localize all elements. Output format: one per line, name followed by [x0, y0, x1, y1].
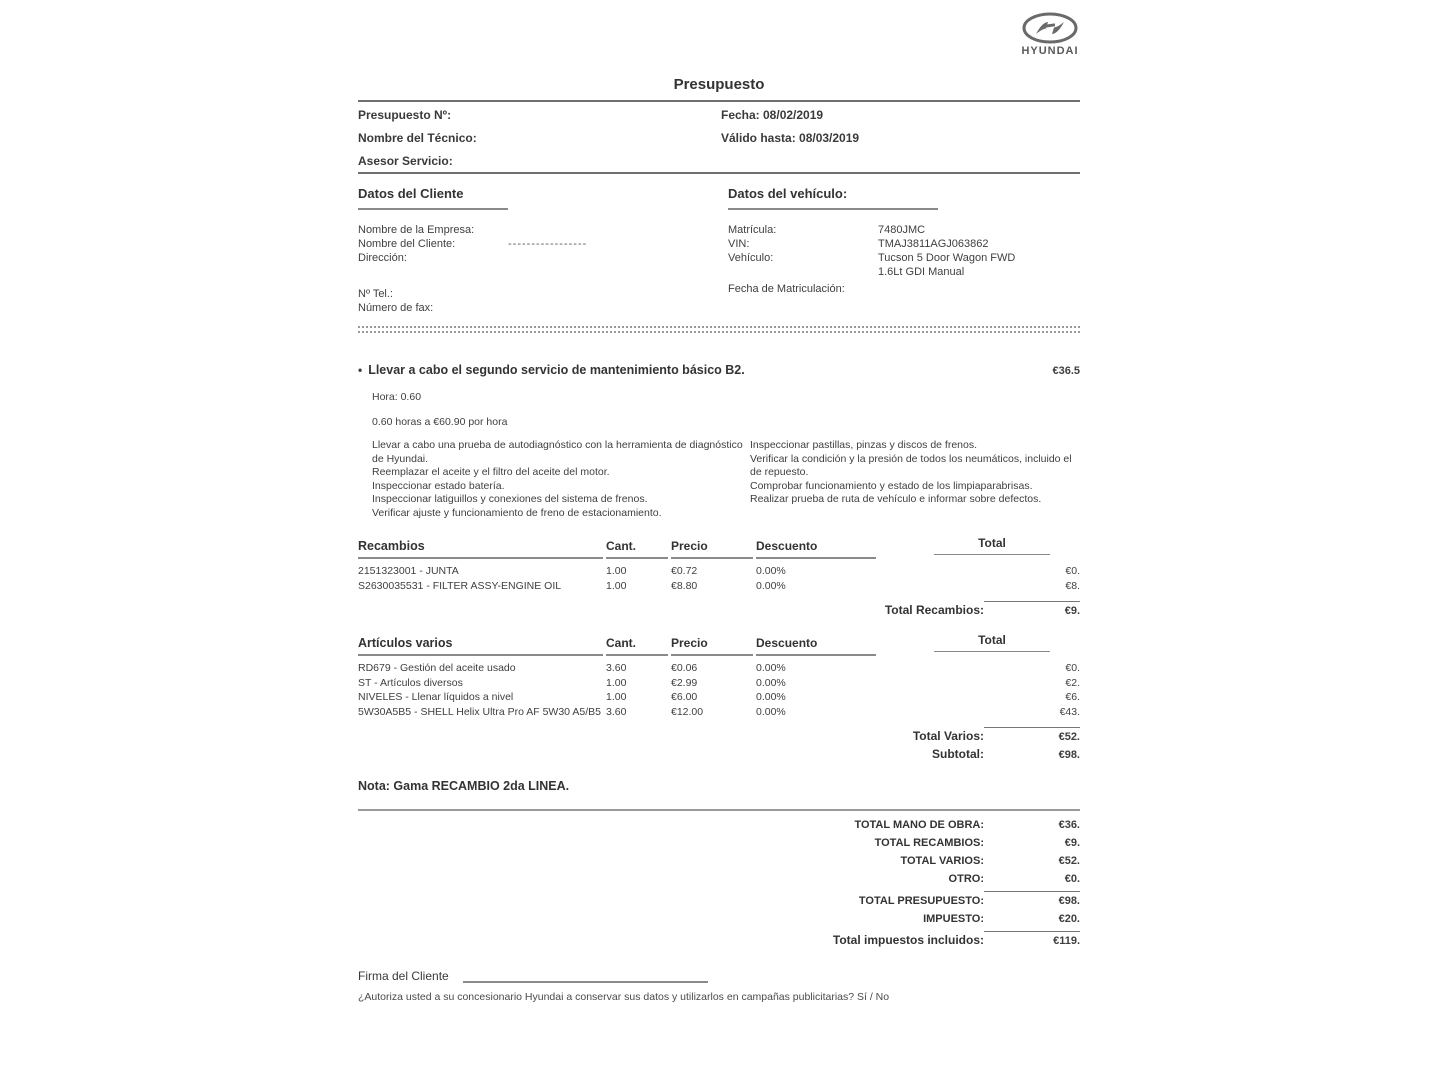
item-qty: 3.60 [606, 662, 627, 674]
price-column-header: Precio [671, 636, 753, 656]
client-name-label: Nombre del Cliente: [358, 238, 456, 250]
quote-header [358, 102, 1080, 172]
total-misc-value: €52. [1058, 855, 1080, 867]
total-misc-label: TOTAL VARIOS: [900, 855, 984, 867]
qty-column-header: Cant. [606, 636, 668, 656]
model-value-line2: 1.6Lt GDI Manual [878, 266, 965, 278]
table-row [358, 691, 1080, 704]
task-item: Inspeccionar pastillas, pinzas y discos de frenos. [750, 439, 978, 451]
item-total: €6. [1065, 691, 1080, 703]
part-total: €8. [1065, 579, 1080, 592]
discount-column-header: Descuento [756, 636, 876, 656]
service-title: Llevar a cabo el segundo servicio de mantenimiento básico B2. [368, 363, 745, 377]
total-row [358, 819, 1080, 831]
registration-date-label: Fecha de Matriculación: [728, 283, 845, 295]
consent-question: ¿Autoriza usted a su concesionario Hyundai a conservar sus datos y utilizarlos en campañas publicitarias? Sí / No [358, 991, 890, 1003]
client-vehicle-section [358, 186, 1080, 316]
client-heading: Datos del Cliente [358, 186, 464, 201]
service-rate: 0.60 horas a €60.90 por hora [372, 416, 508, 428]
vehicle-data-block [728, 186, 1080, 316]
task-item: Reemplazar el aceite y el filtro del aceite del motor. [372, 466, 610, 478]
qty-column-header: Cant. [606, 539, 668, 559]
item-price: €2.99 [671, 676, 698, 689]
total-column-header: Total [879, 536, 1080, 559]
misc-heading: Artículos varios [358, 636, 603, 656]
item-qty: 3.60 [606, 705, 627, 718]
misc-items-table [358, 633, 1080, 761]
total-incl-tax-value: €119. [984, 931, 1080, 947]
note-text: Nota: Gama RECAMBIO 2da LINEA. [358, 779, 570, 793]
parts-total-value: €9. [984, 601, 1080, 617]
table-row [358, 565, 1080, 578]
subtotal-row [358, 747, 1080, 761]
model-value: Tucson 5 Door Wagon FWD [878, 252, 1016, 264]
table-row [358, 706, 1080, 719]
divider [358, 809, 1080, 811]
service-hours: Hora: 0.60 [372, 391, 422, 403]
vin-label: VIN: [728, 238, 750, 250]
fax-label: Número de fax: [358, 302, 434, 314]
phone-label: Nº Tel.: [358, 288, 393, 300]
parts-total-label: Total Recambios: [884, 603, 984, 617]
task-item: Comprobar funcionamiento y estado de los limpiaparabrisas. [750, 479, 1033, 492]
item-name: ST - Artículos diversos [358, 676, 463, 689]
task-item: Inspeccionar estado batería. [372, 479, 505, 492]
item-total: €2. [1065, 676, 1080, 689]
part-total: €0. [1065, 565, 1080, 577]
total-column-header: Total [879, 633, 1080, 656]
plate-value: 7480JMC [878, 224, 926, 236]
task-item: Realizar prueba de ruta de vehículo e informar sobre defectos. [750, 493, 1042, 505]
page-title: Presupuesto [673, 76, 765, 93]
total-row [358, 891, 1080, 907]
parts-table-header [358, 536, 1080, 562]
technician-label: Nombre del Técnico: [358, 131, 477, 145]
tax-value: €20. [1058, 913, 1080, 925]
company-name-label: Nombre de la Empresa: [358, 224, 475, 236]
part-qty: 1.00 [606, 579, 627, 592]
item-name: RD679 - Gestión del aceite usado [358, 662, 516, 674]
misc-table-header [358, 633, 1080, 659]
part-name: S2630035531 - FILTER ASSY-ENGINE OIL [358, 579, 562, 592]
total-incl-tax-label: Total impuestos incluidos: [832, 933, 984, 947]
client-data-block [358, 186, 728, 316]
discount-column-header: Descuento [756, 539, 876, 559]
item-price: €0.06 [671, 662, 698, 674]
item-name: NIVELES - Llenar líquidos a nivel [358, 691, 514, 703]
task-item: Llevar a cabo una prueba de autodiagnóstico con la herramienta de diagnóstico de Hyundai. [372, 439, 743, 465]
double-divider [358, 326, 1080, 333]
total-row [358, 873, 1080, 885]
plate-label: Matrícula: [728, 224, 777, 236]
vehicle-heading: Datos del vehículo: [728, 186, 848, 201]
valid-until: Válido hasta: 08/03/2019 [721, 131, 860, 145]
total-quote-value: €98. [984, 891, 1080, 907]
item-discount: 0.00% [756, 662, 786, 674]
item-discount: 0.00% [756, 705, 786, 718]
parts-total-row [358, 601, 1080, 617]
total-parts-value: €9. [1064, 837, 1080, 849]
total-other-value: €0. [1064, 873, 1080, 885]
item-qty: 1.00 [606, 676, 627, 689]
service-advisor-label: Asesor Servicio: [358, 154, 453, 168]
price-column-header: Precio [671, 539, 753, 559]
signature-row [358, 969, 1080, 983]
tax-label: IMPUESTO: [923, 913, 984, 925]
parts-heading: Recambios [358, 539, 603, 559]
service-price: €36.5 [1052, 365, 1080, 377]
task-list-left [372, 439, 750, 520]
service-task-lists [372, 439, 1080, 520]
task-item: Inspeccionar latiguillos y conexiones del sistema de frenos. [372, 493, 648, 505]
task-item: Verificar ajuste y funcionamiento de freno de estacionamiento. [372, 506, 662, 519]
task-item: Verificar la condición y la presión de todos los neumáticos, incluido el de repuesto. [750, 452, 1072, 478]
part-discount: 0.00% [756, 565, 786, 577]
part-discount: 0.00% [756, 579, 786, 592]
item-discount: 0.00% [756, 676, 786, 689]
part-price: €0.72 [671, 565, 698, 577]
part-qty: 1.00 [606, 565, 627, 577]
vin-value: TMAJ3811AGJ063862 [878, 238, 989, 250]
misc-total-row [358, 727, 1080, 743]
grand-totals [358, 819, 1080, 947]
signature-line [463, 969, 708, 983]
signature-label: Firma del Cliente [358, 969, 449, 983]
client-name-value: ----------------- [508, 238, 588, 250]
model-label: Vehículo: [728, 252, 774, 264]
total-other-label: OTRO: [948, 873, 984, 885]
client-heading-underline [358, 208, 508, 210]
total-labor-label: TOTAL MANO DE OBRA: [854, 819, 984, 831]
total-labor-value: €36. [1058, 819, 1080, 831]
total-parts-label: TOTAL RECAMBIOS: [874, 837, 984, 849]
vehicle-heading-underline [728, 208, 938, 210]
total-row [358, 837, 1080, 849]
subtotal-value: €98. [1058, 749, 1080, 761]
total-row [358, 931, 1080, 947]
part-price: €8.80 [671, 579, 698, 592]
item-qty: 1.00 [606, 691, 627, 703]
misc-total-value: €52. [984, 727, 1080, 743]
total-quote-label: TOTAL PRESUPUESTO: [858, 895, 984, 907]
quote-number-label: Presupuesto Nº: [358, 108, 452, 122]
item-name: 5W30A5B5 - SHELL Helix Ultra Pro AF 5W30 A5/B5 [358, 705, 601, 718]
item-total: €43. [1059, 705, 1080, 718]
hyundai-logo-wordmark: HYUNDAI [1021, 45, 1079, 57]
total-row [358, 855, 1080, 867]
address-label: Dirección: [358, 252, 407, 264]
misc-total-label: Total Varios: [912, 729, 984, 743]
divider [358, 172, 1080, 174]
item-discount: 0.00% [756, 691, 786, 703]
item-price: €6.00 [671, 691, 698, 703]
task-list-right [750, 439, 1080, 520]
subtotal-label: Subtotal: [932, 747, 984, 761]
table-row [358, 677, 1080, 690]
item-price: €12.00 [671, 705, 704, 718]
quote-date: Fecha: 08/02/2019 [721, 108, 824, 122]
table-row [358, 580, 1080, 593]
bullet-icon: • [358, 363, 363, 377]
item-total: €0. [1065, 662, 1080, 674]
table-row [358, 662, 1080, 675]
parts-table [358, 536, 1080, 617]
service-section [358, 363, 1080, 520]
document-body [358, 0, 1080, 1003]
part-name: 2151323001 - JUNTA [358, 565, 459, 577]
total-row [358, 913, 1080, 925]
